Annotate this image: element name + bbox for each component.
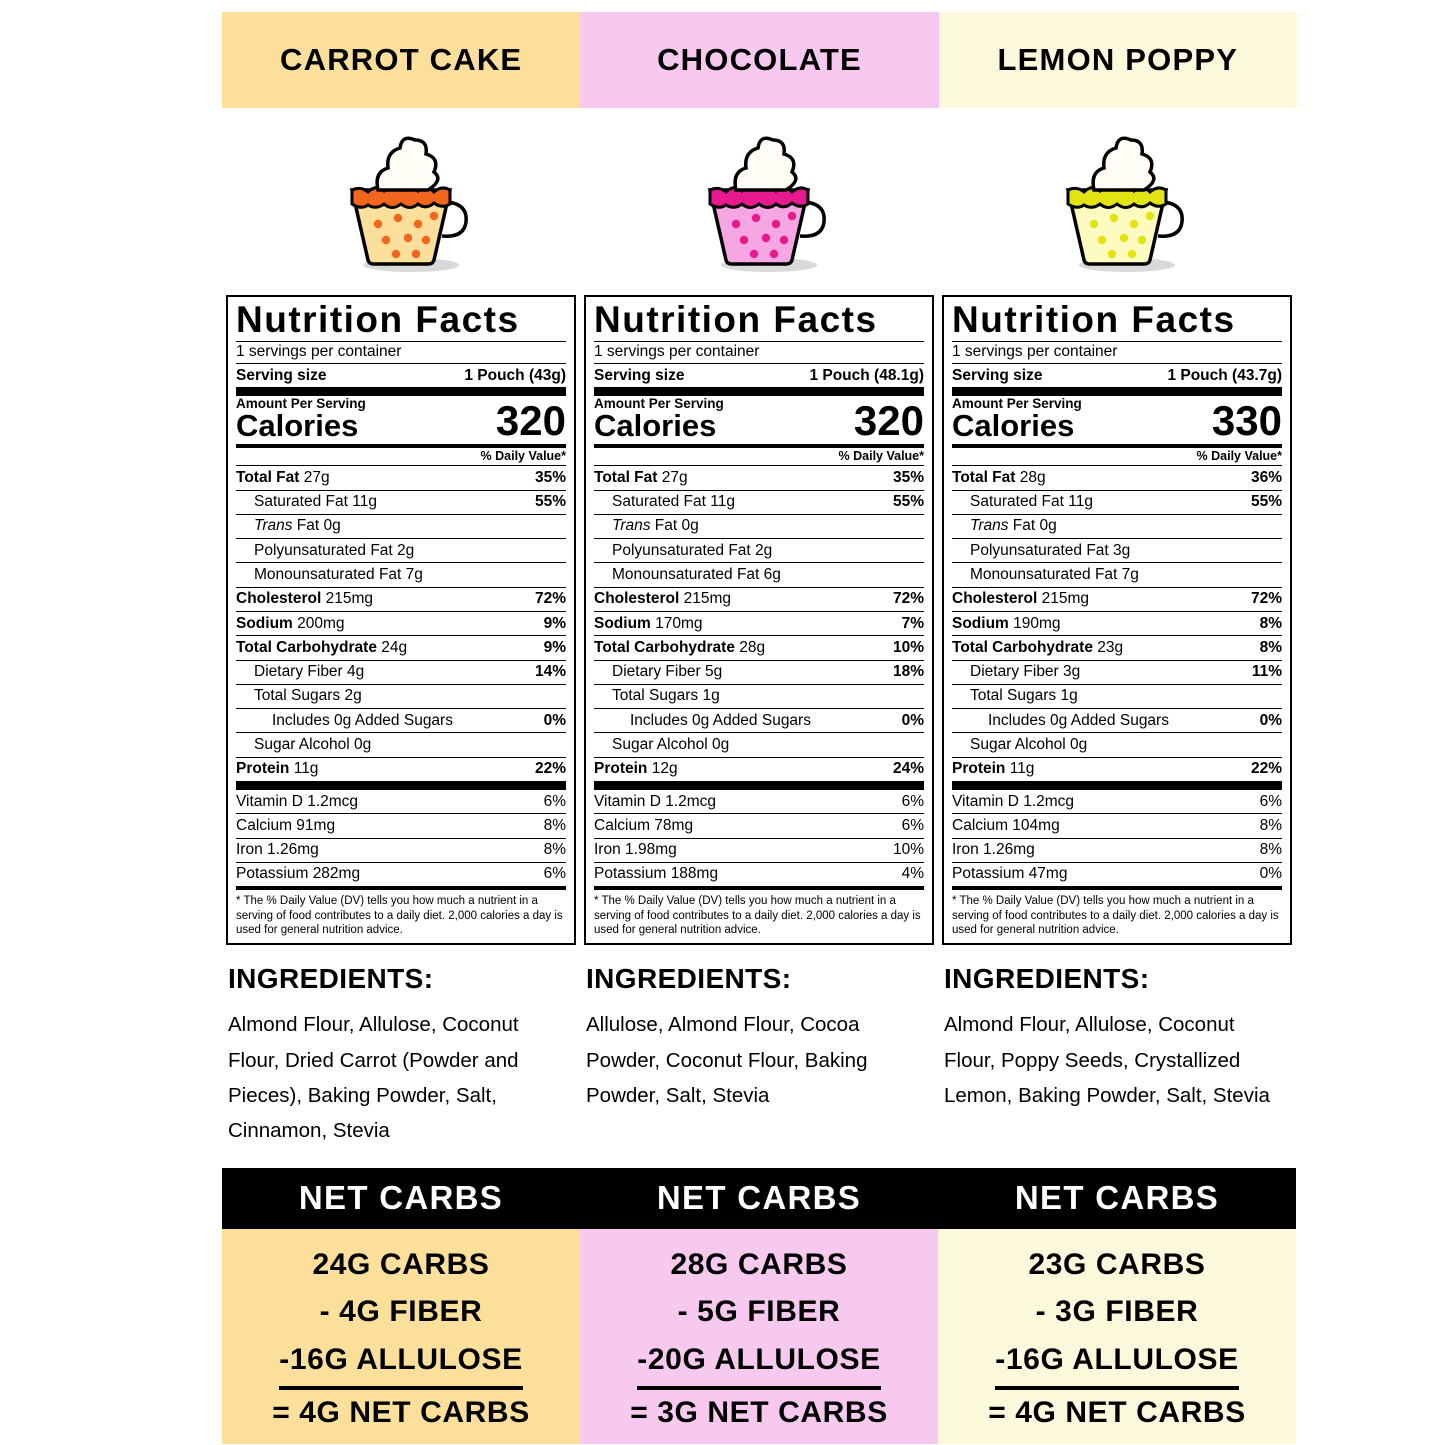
monounsaturated-fat-row — [952, 563, 1282, 586]
monounsaturated-fat-label: Monounsaturated Fat — [612, 565, 760, 583]
total-fat-row — [236, 466, 566, 489]
sodium-label: Sodium — [236, 614, 293, 632]
calcium-dv: 8% — [1259, 816, 1282, 834]
protein-row — [236, 758, 566, 781]
cholesterol-label: Cholesterol — [594, 590, 680, 608]
net-carbs-title: NET CARBS — [222, 1168, 580, 1229]
added-sugars-row — [952, 709, 1282, 732]
total-carbohydrate-dv: 8% — [1259, 638, 1282, 656]
calcium-label: Calcium — [952, 816, 1008, 834]
total-fat-label: Total Fat — [952, 468, 1016, 486]
serving-size-value: 1 Pouch (43g) — [464, 366, 566, 384]
serving-size-value: 1 Pouch (43.7g) — [1167, 366, 1282, 384]
protein-dv: 24% — [892, 760, 924, 778]
total-carbohydrate-dv: 9% — [543, 638, 566, 656]
potassium-row — [594, 863, 924, 886]
iron-amount: 1.26mg — [267, 841, 319, 859]
iron-label: Iron — [594, 841, 621, 859]
net-carbs-fiber-line: - 5G FIBER — [677, 1295, 841, 1329]
cupcake-illustration-wrap — [580, 110, 938, 295]
potassium-amount: 282mg — [312, 865, 361, 883]
net-carbs-column-carrot-cake — [222, 1168, 580, 1444]
potassium-amount: 47mg — [1028, 865, 1068, 883]
calories-value: 320 — [495, 396, 566, 444]
nutrition-facts-panel-lemon-poppy — [942, 295, 1292, 945]
potassium-label: Potassium — [236, 865, 309, 883]
calcium-row — [594, 814, 924, 837]
net-carbs-title: NET CARBS — [580, 1168, 938, 1229]
ingredients-list-chocolate: Allulose, Almond Flour, Cocoa Powder, Coconut Flour, Baking Powder, Salt, Stevia — [586, 1013, 868, 1107]
added-sugars-label: Includes 0g Added Sugars — [630, 711, 811, 729]
trans-fat-amount: Fat 0g — [654, 517, 699, 535]
flavor-columns — [222, 110, 1297, 1148]
polyunsaturated-fat-amount: 3g — [1113, 541, 1131, 559]
saturated-fat-dv: 55% — [1250, 493, 1282, 511]
daily-value-header: % Daily Value* — [1196, 448, 1282, 463]
potassium-label: Potassium — [952, 865, 1025, 883]
net-carbs-carbs-line: 24G CARBS — [312, 1248, 490, 1281]
monounsaturated-fat-label: Monounsaturated Fat — [254, 565, 402, 583]
net-carbs-allulose-line: -16G ALLULOSE — [995, 1336, 1238, 1390]
flavor-header-chocolate — [580, 12, 938, 108]
net-carbs-title: NET CARBS — [938, 1168, 1296, 1229]
calories-value: 320 — [853, 396, 924, 444]
monounsaturated-fat-label: Monounsaturated Fat — [970, 565, 1118, 583]
dietary-fiber-row — [594, 661, 924, 684]
protein-row — [952, 758, 1282, 781]
vitamin-d-label: Vitamin D — [236, 792, 303, 810]
trans-fat-row — [952, 515, 1282, 538]
cupcake-chocolate-icon — [674, 128, 844, 278]
calories-row — [594, 396, 924, 443]
flavor-header-band — [222, 12, 1297, 108]
total-sugars-amount: 2g — [344, 687, 362, 705]
vitamin-d-row — [236, 790, 566, 813]
sodium-row — [952, 612, 1282, 635]
net-carbs-carbs-line: 23G CARBS — [1028, 1248, 1206, 1281]
total-fat-row — [594, 466, 924, 489]
total-carbohydrate-label: Total Carbohydrate — [594, 638, 735, 656]
serving-size-row — [236, 364, 566, 387]
trans-fat-row — [236, 515, 566, 538]
polyunsaturated-fat-row — [952, 539, 1282, 562]
ingredients-title: INGREDIENTS: — [586, 963, 792, 995]
iron-label: Iron — [236, 841, 263, 859]
cholesterol-label: Cholesterol — [236, 590, 322, 608]
trans-italic-label: Trans — [254, 517, 293, 535]
total-sugars-amount: 1g — [1060, 687, 1078, 705]
monounsaturated-fat-row — [594, 563, 924, 586]
cholesterol-amount: 215mg — [325, 590, 373, 608]
dietary-fiber-row — [952, 661, 1282, 684]
vitamin-d-row — [952, 790, 1282, 813]
serving-size-value: 1 Pouch (48.1g) — [809, 366, 924, 384]
sugar-alcohol-row — [594, 733, 924, 756]
net-carbs-carbs-line: 28G CARBS — [670, 1248, 848, 1281]
calcium-row — [236, 814, 566, 837]
calories-label: Calories — [594, 408, 717, 444]
calories-row — [236, 396, 566, 443]
sodium-dv: 8% — [1259, 614, 1282, 632]
amount-per-serving-label: Amount Per Serving — [594, 396, 724, 412]
cupcake-illustration-wrap — [938, 110, 1296, 295]
calcium-label: Calcium — [236, 816, 292, 834]
trans-fat-row — [594, 515, 924, 538]
total-carbohydrate-label: Total Carbohydrate — [952, 638, 1093, 656]
total-fat-amount: 28g — [1019, 468, 1046, 486]
trans-fat-amount: Fat 0g — [1012, 517, 1057, 535]
monounsaturated-fat-amount: 7g — [405, 565, 423, 583]
calcium-amount: 104mg — [1012, 816, 1060, 834]
cholesterol-amount: 215mg — [683, 590, 731, 608]
total-fat-row — [952, 466, 1282, 489]
iron-label: Iron — [952, 841, 979, 859]
total-carbohydrate-label: Total Carbohydrate — [236, 638, 377, 656]
net-carbs-body — [938, 1229, 1296, 1444]
net-carbs-allulose-line: -20G ALLULOSE — [637, 1336, 880, 1390]
cholesterol-dv: 72% — [892, 590, 924, 608]
potassium-row — [236, 863, 566, 886]
saturated-fat-amount: 11g — [1068, 493, 1093, 511]
polyunsaturated-fat-row — [594, 539, 924, 562]
flavor-header-carrot-cake — [222, 12, 580, 108]
vitamin-d-label: Vitamin D — [594, 792, 661, 810]
net-carbs-band — [222, 1168, 1297, 1444]
amount-per-serving-label: Amount Per Serving — [952, 396, 1082, 412]
total-fat-label: Total Fat — [236, 468, 300, 486]
flavor-header-label: LEMON POPPY — [997, 42, 1239, 77]
total-sugars-label: Total Sugars — [254, 687, 341, 705]
added-sugars-dv: 0% — [901, 711, 924, 729]
daily-value-header: % Daily Value* — [838, 448, 924, 463]
potassium-dv: 4% — [901, 865, 924, 883]
total-carbohydrate-row — [952, 636, 1282, 659]
sodium-dv: 9% — [543, 614, 566, 632]
net-carbs-total-line: = 3G NET CARBS — [630, 1396, 888, 1430]
protein-amount: 12g — [651, 760, 678, 778]
nutrition-facts-title: Nutrition Facts — [952, 299, 1236, 340]
iron-amount: 1.98mg — [625, 841, 677, 859]
total-sugars-row — [952, 685, 1282, 708]
saturated-fat-dv: 55% — [892, 493, 924, 511]
column-chocolate — [580, 110, 938, 1148]
protein-amount: 11g — [1009, 760, 1035, 778]
monounsaturated-fat-amount: 6g — [763, 565, 781, 583]
sugar-alcohol-label: Sugar Alcohol 0g — [970, 735, 1088, 753]
saturated-fat-row — [952, 491, 1282, 514]
calcium-amount: 78mg — [654, 816, 694, 834]
added-sugars-row — [236, 709, 566, 732]
net-carbs-body — [222, 1229, 580, 1444]
sodium-row — [594, 612, 924, 635]
daily-value-footnote: * The % Daily Value (DV) tells you how much a nutrient in a serving of food contributes to a daily diet. 2,000 calories a day is used for general nutrition advice. — [236, 895, 563, 936]
cholesterol-amount: 215mg — [1041, 590, 1089, 608]
ingredients-title: INGREDIENTS: — [228, 963, 434, 995]
polyunsaturated-fat-amount: 2g — [755, 541, 773, 559]
cholesterol-dv: 72% — [534, 590, 566, 608]
protein-label: Protein — [594, 760, 648, 778]
calories-row — [952, 396, 1282, 443]
dietary-fiber-dv: 18% — [892, 663, 924, 681]
saturated-fat-dv: 55% — [534, 493, 566, 511]
sugar-alcohol-row — [236, 733, 566, 756]
total-carbohydrate-amount: 23g — [1097, 638, 1124, 656]
saturated-fat-label: Saturated Fat — [254, 493, 348, 511]
total-sugars-label: Total Sugars — [970, 687, 1057, 705]
protein-row — [594, 758, 924, 781]
iron-dv: 8% — [543, 841, 566, 859]
nutrition-facts-panel-chocolate — [584, 295, 934, 945]
polyunsaturated-fat-row — [236, 539, 566, 562]
column-carrot-cake — [222, 110, 580, 1148]
calcium-label: Calcium — [594, 816, 650, 834]
total-sugars-label: Total Sugars — [612, 687, 699, 705]
daily-value-footnote: * The % Daily Value (DV) tells you how much a nutrient in a serving of food contributes to a daily diet. 2,000 calories a day is used for general nutrition advice. — [594, 895, 921, 936]
serving-size-row — [594, 364, 924, 387]
iron-dv: 8% — [1259, 841, 1282, 859]
nutrition-facts-title: Nutrition Facts — [236, 299, 520, 340]
ingredients-title: INGREDIENTS: — [944, 963, 1150, 995]
servings-per-container: 1 servings per container — [594, 342, 760, 360]
potassium-amount: 188mg — [670, 865, 719, 883]
vitamin-d-amount: 1.2mcg — [1023, 792, 1075, 810]
servings-per-container: 1 servings per container — [952, 342, 1118, 360]
cholesterol-row — [594, 588, 924, 611]
total-carbohydrate-amount: 24g — [381, 638, 408, 656]
dietary-fiber-dv: 14% — [534, 663, 566, 681]
saturated-fat-amount: 11g — [710, 493, 735, 511]
net-carbs-allulose-line: -16G ALLULOSE — [279, 1336, 522, 1390]
monounsaturated-fat-row — [236, 563, 566, 586]
sodium-amount: 200mg — [297, 614, 345, 632]
flavor-header-lemon-poppy — [939, 12, 1297, 108]
total-carbohydrate-row — [236, 636, 566, 659]
sodium-label: Sodium — [594, 614, 651, 632]
calcium-dv: 6% — [901, 816, 924, 834]
flavor-header-label: CARROT CAKE — [280, 42, 523, 77]
net-carbs-fiber-line: - 4G FIBER — [319, 1295, 483, 1329]
trans-italic-label: Trans — [612, 517, 651, 535]
calories-label: Calories — [236, 408, 359, 444]
potassium-dv: 6% — [543, 865, 566, 883]
calcium-amount: 91mg — [296, 816, 336, 834]
dietary-fiber-label: Dietary Fiber — [612, 663, 701, 681]
potassium-dv: 0% — [1259, 865, 1282, 883]
cholesterol-row — [236, 588, 566, 611]
nutrition-facts-panel-carrot-cake — [226, 295, 576, 945]
monounsaturated-fat-amount: 7g — [1121, 565, 1139, 583]
vitamin-d-dv: 6% — [1259, 792, 1282, 810]
cholesterol-label: Cholesterol — [952, 590, 1038, 608]
calcium-row — [952, 814, 1282, 837]
ingredients-list-carrot-cake: Almond Flour, Allulose, Coconut Flour, Dried Carrot (Powder and Pieces), Baking Powder, Salt, Cinnamon, Stevia — [228, 1013, 519, 1143]
dietary-fiber-amount: 3g — [1063, 663, 1081, 681]
added-sugars-label: Includes 0g Added Sugars — [272, 711, 453, 729]
calories-value: 330 — [1211, 396, 1282, 444]
vitamin-d-dv: 6% — [543, 792, 566, 810]
total-sugars-row — [236, 685, 566, 708]
cupcake-illustration-wrap — [222, 110, 580, 295]
added-sugars-dv: 0% — [1259, 711, 1282, 729]
sodium-dv: 7% — [901, 614, 924, 632]
dietary-fiber-row — [236, 661, 566, 684]
cupcake-carrot-icon — [316, 128, 486, 278]
protein-label: Protein — [236, 760, 290, 778]
ingredients-list-lemon-poppy: Almond Flour, Allulose, Coconut Flour, Poppy Seeds, Crystallized Lemon, Baking Powder, Salt, Stevia — [944, 1013, 1270, 1107]
net-carbs-body — [580, 1229, 938, 1444]
total-fat-amount: 27g — [303, 468, 330, 486]
iron-amount: 1.26mg — [983, 841, 1035, 859]
sodium-amount: 190mg — [1013, 614, 1061, 632]
sugar-alcohol-row — [952, 733, 1282, 756]
sugar-alcohol-label: Sugar Alcohol 0g — [612, 735, 730, 753]
amount-per-serving-label: Amount Per Serving — [236, 396, 366, 412]
serving-size-label: Serving size — [952, 366, 1043, 384]
polyunsaturated-fat-amount: 2g — [397, 541, 415, 559]
nutrition-facts-title: Nutrition Facts — [594, 299, 878, 340]
total-carbohydrate-amount: 28g — [739, 638, 766, 656]
daily-value-header: % Daily Value* — [480, 448, 566, 463]
total-sugars-amount: 1g — [702, 687, 720, 705]
added-sugars-label: Includes 0g Added Sugars — [988, 711, 1169, 729]
column-lemon-poppy — [938, 110, 1296, 1148]
vitamin-d-label: Vitamin D — [952, 792, 1019, 810]
calcium-dv: 8% — [543, 816, 566, 834]
cholesterol-row — [952, 588, 1282, 611]
vitamin-d-amount: 1.2mcg — [307, 792, 359, 810]
sodium-label: Sodium — [952, 614, 1009, 632]
total-fat-label: Total Fat — [594, 468, 658, 486]
saturated-fat-amount: 11g — [352, 493, 377, 511]
dietary-fiber-amount: 5g — [705, 663, 723, 681]
potassium-label: Potassium — [594, 865, 667, 883]
flavor-header-label: CHOCOLATE — [657, 42, 862, 77]
dietary-fiber-dv: 11% — [1251, 663, 1282, 681]
net-carbs-column-lemon-poppy — [938, 1168, 1296, 1444]
serving-size-row — [952, 364, 1282, 387]
net-carbs-total-line: = 4G NET CARBS — [272, 1396, 530, 1430]
total-carbohydrate-row — [594, 636, 924, 659]
trans-italic-label: Trans — [970, 517, 1009, 535]
serving-size-label: Serving size — [594, 366, 685, 384]
vitamin-d-dv: 6% — [901, 792, 924, 810]
polyunsaturated-fat-label: Polyunsaturated Fat — [970, 541, 1109, 559]
daily-value-footnote: * The % Daily Value (DV) tells you how much a nutrient in a serving of food contributes to a daily diet. 2,000 calories a day is used for general nutrition advice. — [952, 895, 1279, 936]
saturated-fat-row — [236, 491, 566, 514]
protein-amount: 11g — [293, 760, 319, 778]
total-sugars-row — [594, 685, 924, 708]
added-sugars-row — [594, 709, 924, 732]
dietary-fiber-label: Dietary Fiber — [254, 663, 343, 681]
total-fat-amount: 27g — [661, 468, 688, 486]
serving-size-label: Serving size — [236, 366, 327, 384]
polyunsaturated-fat-label: Polyunsaturated Fat — [612, 541, 751, 559]
dietary-fiber-label: Dietary Fiber — [970, 663, 1059, 681]
iron-row — [952, 839, 1282, 862]
total-fat-dv: 35% — [534, 468, 566, 486]
sodium-amount: 170mg — [655, 614, 703, 632]
saturated-fat-row — [594, 491, 924, 514]
net-carbs-total-line: = 4G NET CARBS — [988, 1396, 1246, 1430]
sodium-row — [236, 612, 566, 635]
iron-row — [236, 839, 566, 862]
protein-label: Protein — [952, 760, 1006, 778]
polyunsaturated-fat-label: Polyunsaturated Fat — [254, 541, 393, 559]
cholesterol-dv: 72% — [1250, 590, 1282, 608]
potassium-row — [952, 863, 1282, 886]
vitamin-d-row — [594, 790, 924, 813]
dietary-fiber-amount: 4g — [347, 663, 365, 681]
saturated-fat-label: Saturated Fat — [970, 493, 1064, 511]
added-sugars-dv: 0% — [543, 711, 566, 729]
protein-dv: 22% — [1250, 760, 1282, 778]
trans-fat-amount: Fat 0g — [296, 517, 341, 535]
total-carbohydrate-dv: 10% — [892, 638, 924, 656]
total-fat-dv: 35% — [892, 468, 924, 486]
iron-row — [594, 839, 924, 862]
iron-dv: 10% — [892, 841, 924, 859]
protein-dv: 22% — [534, 760, 566, 778]
vitamin-d-amount: 1.2mcg — [665, 792, 717, 810]
net-carbs-column-chocolate — [580, 1168, 938, 1444]
cupcake-lemon-icon — [1032, 128, 1202, 278]
saturated-fat-label: Saturated Fat — [612, 493, 706, 511]
net-carbs-fiber-line: - 3G FIBER — [1035, 1295, 1199, 1329]
total-fat-dv: 36% — [1250, 468, 1282, 486]
servings-per-container: 1 servings per container — [236, 342, 402, 360]
calories-label: Calories — [952, 408, 1075, 444]
sugar-alcohol-label: Sugar Alcohol 0g — [254, 735, 372, 753]
